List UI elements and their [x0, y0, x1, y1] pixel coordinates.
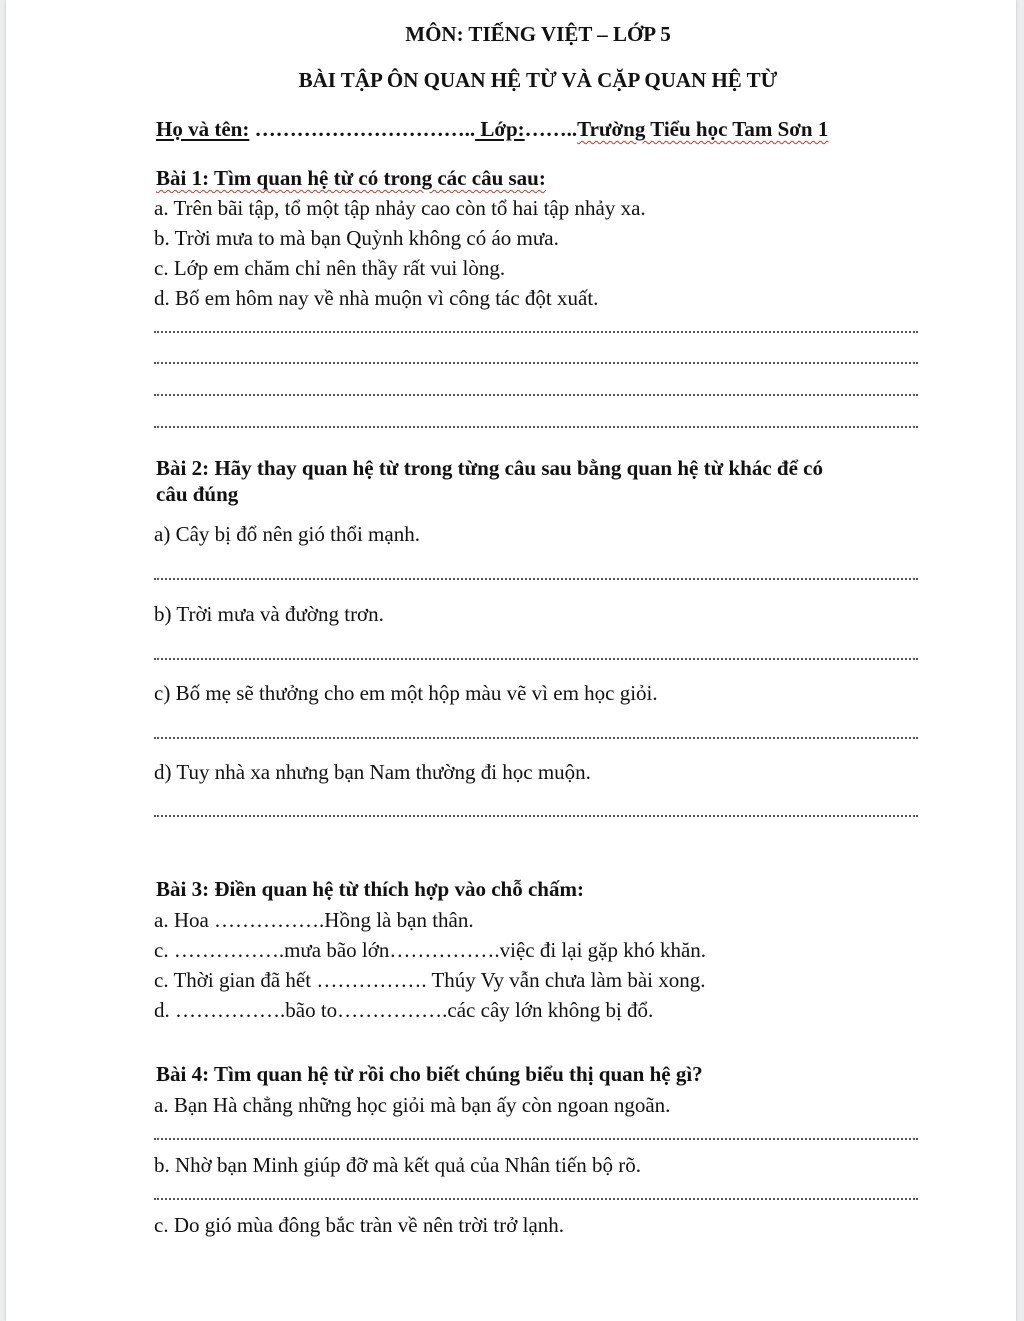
exercise-4-item: a. Bạn Hà chẳng những học giỏi mà bạn ấy còn ngoan ngoãn. [154, 1093, 671, 1117]
exercise-4-title: Bài 4: Tìm quan hệ từ rồi cho biết chúng biểu thị quan hệ gì? [156, 1062, 703, 1086]
exercise-2-item: b) Trời mưa và đường trơn. [154, 602, 384, 626]
answer-line [154, 394, 918, 396]
answer-line [154, 737, 918, 739]
exercise-4-item: c. Do gió mùa đông bắc tràn về nên trời trở lạnh. [154, 1213, 565, 1237]
answer-line [154, 815, 918, 817]
exercise-1-item: a. Trên bãi tập, tổ một tập nhảy cao còn tổ hai tập nhảy xa. [154, 196, 646, 220]
subject-heading: MÔN: TIẾNG VIỆT – LỚP 5 [405, 22, 671, 46]
exercise-2-title: Bài 2: Hãy thay quan hệ từ trong từng câu sau bằng quan hệ từ khác để có [156, 456, 823, 480]
exercise-1-item: b. Trời mưa to mà bạn Quỳnh không có áo mưa. [154, 226, 559, 250]
answer-line [154, 1198, 918, 1200]
answer-line [154, 331, 918, 333]
exercise-2-item: c) Bố mẹ sẽ thưởng cho em một hộp màu vẽ vì em học giỏi. [154, 681, 658, 705]
class-blank: …….. [524, 117, 578, 141]
exercise-3-title: Bài 3: Điền quan hệ từ thích hợp vào chỗ chấm: [156, 877, 584, 901]
exercise-1-item: d. Bố em hôm nay về nhà muộn vì công tác đột xuất. [154, 286, 599, 310]
answer-line [154, 578, 918, 580]
exercise-3-item: c. …………….mưa bão lớn…………….việc đi lại gặp khó khăn. [154, 938, 707, 962]
answer-line [154, 658, 918, 660]
exercise-3-item: a. Hoa …………….Hồng là bạn thân. [154, 908, 474, 932]
exercise-1-item: c. Lớp em chăm chỉ nên thầy rất vui lòng. [154, 256, 506, 280]
exercise-2-item: a) Cây bị đổ nên gió thổi mạnh. [154, 522, 420, 546]
exercise-1-title: Bài 1: Tìm quan hệ từ có trong các câu sau: [156, 166, 546, 190]
student-info-line [156, 116, 828, 142]
class-label: Lớp: [475, 117, 525, 141]
exercise-3-item: c. Thời gian đã hết ……………. Thúy Vy vẫn chưa làm bài xong. [154, 968, 706, 992]
exercise-2-title-cont: câu đúng [156, 482, 239, 506]
answer-line [154, 1138, 918, 1140]
name-label: Họ và tên: [156, 117, 250, 141]
page-title: BÀI TẬP ÔN QUAN HỆ TỪ VÀ CẶP QUAN HỆ TỪ [298, 68, 778, 92]
answer-line [154, 426, 918, 428]
answer-line [154, 362, 918, 364]
school-name: Trường Tiểu học Tam Sơn 1 [577, 117, 829, 141]
exercise-3-item: d. …………….bão to…………….các cây lớn không bị đổ. [154, 998, 654, 1022]
exercise-2-item: d) Tuy nhà xa nhưng bạn Nam thường đi học muộn. [154, 760, 591, 784]
exercise-4-item: b. Nhờ bạn Minh giúp đỡ mà kết quả của Nhân tiến bộ rõ. [154, 1153, 642, 1177]
name-blank: ………………………….. [249, 117, 476, 141]
worksheet-page [6, 0, 1016, 1321]
